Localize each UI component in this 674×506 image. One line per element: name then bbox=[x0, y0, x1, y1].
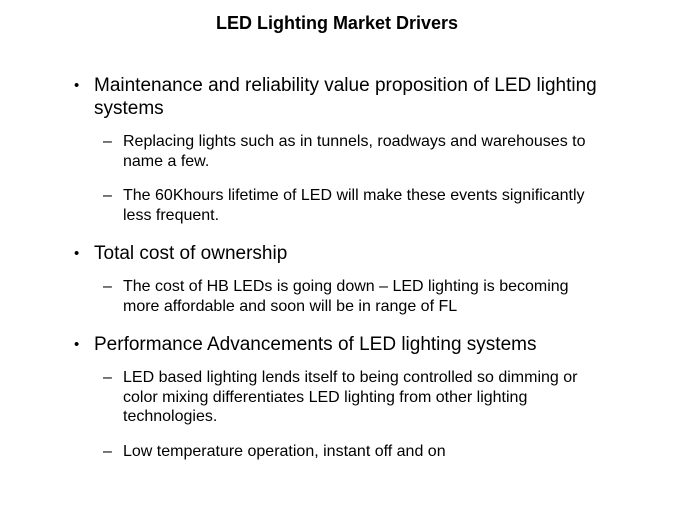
bullet-item bbox=[0, 74, 674, 120]
sub-bullet-text: The 60Khours lifetime of LED will make these events significantly less frequent. bbox=[123, 187, 585, 224]
sub-bullet-text: Replacing lights such as in tunnels, roadways and warehouses to name a few. bbox=[123, 133, 586, 170]
sub-bullet-marker: – bbox=[103, 187, 112, 204]
sub-bullet-marker: – bbox=[103, 369, 112, 386]
sub-bullet-item bbox=[0, 277, 674, 316]
bullet-marker: • bbox=[74, 245, 80, 262]
bullet-marker: • bbox=[74, 336, 80, 353]
sub-bullet-marker: – bbox=[103, 442, 112, 460]
sub-bullet-marker: – bbox=[103, 133, 112, 150]
slide-title: LED Lighting Market Drivers bbox=[215, 13, 459, 33]
sub-bullet-item bbox=[0, 442, 674, 462]
bullet-item bbox=[0, 242, 674, 265]
sub-bullet-text: LED based lighting lends itself to being controlled so dimming or color mixing differentiates LED lighting from other lighting technologies. bbox=[123, 369, 578, 425]
sub-bullet-item bbox=[0, 132, 674, 171]
bullet-text: Total cost of ownership bbox=[94, 243, 288, 264]
bullet-item bbox=[0, 333, 674, 356]
sub-bullet-text: The cost of HB LEDs is going down – LED lighting is becoming more affordable and soon will be in range of FL bbox=[123, 278, 569, 315]
bullet-text: Maintenance and reliability value proposition of LED lighting systems bbox=[94, 75, 597, 119]
sub-bullet-text: Low temperature operation, instant off and on bbox=[123, 442, 446, 460]
bullet-text: Performance Advancements of LED lighting systems bbox=[94, 334, 537, 355]
sub-bullet-marker: – bbox=[103, 278, 112, 295]
slide-content bbox=[0, 74, 674, 476]
sub-bullet-item bbox=[0, 368, 674, 427]
bullet-marker: • bbox=[74, 77, 80, 94]
sub-bullet-item bbox=[0, 186, 674, 225]
